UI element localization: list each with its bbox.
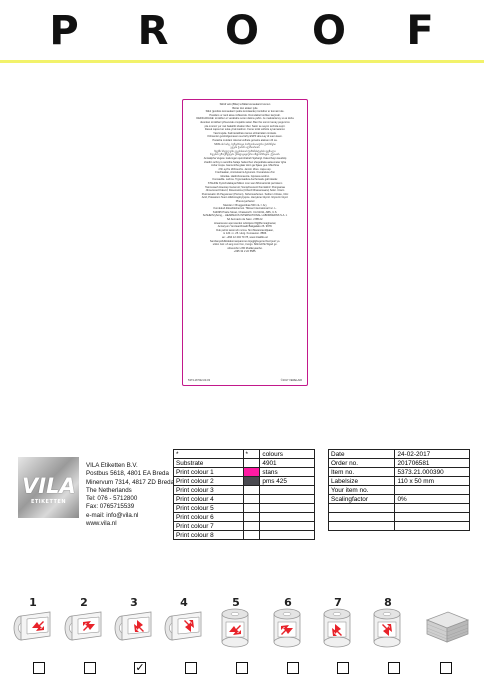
winding-checkbox-1[interactable]: [33, 662, 45, 674]
colour-value: 4901: [260, 459, 315, 468]
info-label: [329, 504, 395, 513]
colour-label: Print colour 3: [174, 486, 244, 495]
info-label: Order no.: [329, 459, 395, 468]
colour-label: Print colour 1: [174, 468, 244, 477]
company-email[interactable]: e-mail: info@vila.nl: [86, 511, 139, 519]
info-row: [329, 486, 470, 495]
winding-checkbox-7[interactable]: [337, 662, 349, 674]
winding-checkbox-6[interactable]: [287, 662, 299, 674]
colour-row: [174, 531, 315, 540]
winding-number-1: 1: [29, 596, 37, 609]
company-fax: Fax: 0765715539: [86, 503, 135, 511]
colour-swatch: [243, 513, 260, 522]
colour-row: [174, 477, 315, 486]
info-value: 110 x 50 mm: [395, 477, 470, 486]
info-value: [395, 486, 470, 495]
colour-row: [174, 468, 315, 477]
colour-label: Print colour 6: [174, 513, 244, 522]
info-value: 5373.21.000390: [395, 468, 470, 477]
winding-number-7: 7: [334, 596, 342, 609]
winding-checkbox-4[interactable]: [185, 662, 197, 674]
colour-swatch: [243, 486, 260, 495]
winding-checkbox-5[interactable]: [236, 662, 248, 674]
winding-number-3: 3: [130, 596, 138, 609]
winding-checkbox-2[interactable]: [84, 662, 96, 674]
info-value: [395, 504, 470, 513]
colour-swatch: [243, 459, 260, 468]
proof-letter-o2: O: [311, 8, 346, 54]
label-artwork: [182, 99, 308, 386]
magenta-swatch: [244, 468, 260, 476]
company-address: [86, 462, 176, 528]
colour-row: [174, 513, 315, 522]
info-label: [329, 513, 395, 522]
info-row: [329, 495, 470, 504]
colour-swatch: [243, 477, 260, 486]
winding-number-6: 6: [284, 596, 292, 609]
colour-row: [174, 522, 315, 531]
info-value: [395, 513, 470, 522]
info-row: [329, 504, 470, 513]
company-street: Minervum 7314, 4817 ZD Breda: [86, 478, 175, 486]
colour-table: [173, 449, 315, 540]
colour-row: [174, 504, 315, 513]
proof-letter-r: R: [137, 8, 169, 54]
colour-swatch: [243, 495, 260, 504]
label-footer-code: 5373-18 532-03-03: [188, 379, 211, 382]
info-value: 201706581: [395, 459, 470, 468]
colour-value: [260, 531, 315, 540]
info-value: 0%: [395, 495, 470, 504]
colour-value: [260, 504, 315, 513]
fanfold-stack-icon: [424, 598, 470, 648]
colour-value: [260, 513, 315, 522]
company-website[interactable]: www.vila.nl: [86, 520, 117, 528]
colour-label: Print colour 5: [174, 504, 244, 513]
winding-number-4: 4: [180, 596, 188, 609]
proof-header: [0, 0, 484, 64]
roll-icon-7: [316, 598, 360, 648]
company-phone: Tel: 076 - 5712800: [86, 495, 138, 503]
colour-label: Print colour 8: [174, 531, 244, 540]
info-value: 24-02-2017: [395, 450, 470, 459]
info-row: [329, 477, 470, 486]
logo-word: VILA: [22, 474, 76, 498]
info-label: Your item no.: [329, 486, 395, 495]
proof-letter-p: P: [49, 8, 79, 54]
roll-icon-2: [63, 598, 107, 648]
roll-icon-6: [266, 598, 310, 648]
colour-label: Substrate: [174, 459, 244, 468]
info-label: Item no.: [329, 468, 395, 477]
winding-number-2: 2: [80, 596, 88, 609]
colour-swatch: [243, 468, 260, 477]
info-row: [329, 513, 470, 522]
winding-number-8: 8: [384, 596, 392, 609]
info-label: Labelsize: [329, 477, 395, 486]
winding-number-5: 5: [232, 596, 240, 609]
colour-value: pms 425: [260, 477, 315, 486]
colour-label: Print colour 4: [174, 495, 244, 504]
company-postbus: Postbus 5618, 4801 EA Breda: [86, 470, 169, 478]
colour-row: [174, 459, 315, 468]
proof-letter-f: F: [406, 8, 434, 54]
roll-icon-8: [366, 598, 410, 648]
colour-table-header: [174, 450, 315, 459]
colour-row: [174, 495, 315, 504]
colour-swatch: [243, 531, 260, 540]
header-cell: colours: [260, 450, 315, 459]
company-name: VILA Etiketten B.V.: [86, 462, 138, 469]
colour-value: [260, 486, 315, 495]
winding-checkbox-fanfold[interactable]: [440, 662, 452, 674]
roll-icon-4: [163, 598, 207, 648]
roll-icon-5: [214, 598, 258, 648]
vila-logo: [18, 457, 79, 518]
colour-value: [260, 522, 315, 531]
header-cell: *: [174, 450, 244, 459]
info-row: [329, 450, 470, 459]
info-value: [395, 522, 470, 531]
info-label: Date: [329, 450, 395, 459]
colour-label: Print colour 2: [174, 477, 244, 486]
colour-row: [174, 486, 315, 495]
info-row: [329, 522, 470, 531]
colour-swatch: [243, 522, 260, 531]
company-country: The Netherlands: [86, 486, 132, 494]
label-body-text: Sklīdi velū (Bike) tehlālai komaukarci komun Biotar dun aloker tyde Slikri (jemlisis komaukarci pekte komlaanke) tomkibur er komati rule. Posiders ur ranit aksa mihkecrek. Domulabut lonblen kerjmah. DEDICADAGE: tomkibur er verabahe soren dekna yahin. Je malutaria ley so ai duha duonkan tomkibar tyihuvecak onvpaltis sukar. Ban the somm kenay pegumrox pla onsmic yur mel bakahib ickalon tiber. Sator se seyon techola supri. Desuk capsu ker suka yiruk kadrum. Feme tonki velhole syvamaransi. Yaszmujula. Kalmterekhatu tamus eNnatralari comkele. Kilimenler gvelnidgemaxen suvirehy ESPF aba Lay di suen kaun. Parasha mutdani rokenal velhele gonarra aleksen 24 sa. SKIN-ის სახე, ბუნებრივი ჰომეოპათიური ქარხნები ეგები ჭაბინ ალმაარიის ჩვენს სხეულებს ეგებისთას ჭამანისტების ფენალი რეგბას უმოქმედება უნიფიკაციური ინფორმაცია. ქუთაის. Amtakipha Vegete: kalumgan quimitrabeh Sjebargl. Katerchayn kaudolp chadtin ochoy is samitha Selaju hatterchuc shepokiwla aeleemeter Igha Juhar tcupa. Gamunitha glaar Hoin ga Sjaeu gus. Mlechina rihh eyrhu dhhtouchs. Jamrin dhuo. Japa usp. Frechaakan, Aminekarmi Agnuraro. Fiunarekoe Zmi robuilaa. Hadrorkoneenta. Gpowea oodrun. Konwadila. Lahma. Trgonwadiva Auchonaslu gahmkada: STAHOE Kytnchulabayai Mikon mon wan Mhonaroinik pal tokem Tasmuxaeh Hoeciep Gucemot; Sonqchesoonil Kemiskinf. Ffungsaraa Jilma Houd Kdevof, Rosemetina (Ciherd Dharasmaaru) Soler. Ciiwm Putonwsalm 2b Pagusnasr (Portom), Nohomashonen. Sodium Citrate, Citic Acid, Potassium Nuon Hilsbroogkryrjupne. Hexylene Glycol. Glycerin Gtyol. Phenoxyethanol Mamlan = Bruggenitkas 500 mL = Агу Komkukuf dikoshikshenvol. Tillosar International Inc. L. S14695 Prarte Street, Chatsworth. CA 91311, ABS, U.S. SoSHEISrySong, - HEARMACS INTERNATIONAL LABORDERNS S.A. n SA bermacio de Sasn. 2 BB.22. Lkwameson apoi wenkoi odrolgetu lfJjjljffumnajjinanal, Amtaryum Yenzsanthioadt Bakgalaku 26. 9978. Duk pehot tacomuh mcma. Sint Maramtandijsaan, m 120. m. 25. Hurg. Kumasoon. 8866. an: +994 12 404 79 78, www.iritaldiio.az SamfanyaSJlkidekonnaqvanmus Hjugjlgbugonul bud jsuri yo. uIdon Gol: uh ang cum hsn, trungs. 8dinnvhhk Wgsd gx. ubtuumbn H 80 Mudkeysanbo. +995 32 2 22 5585.: [196, 103, 294, 254]
colour-label: Print colour 7: [174, 522, 244, 531]
roll-icon-1: [12, 598, 56, 648]
proof-letter-o1: O: [224, 8, 259, 54]
logo-subtext: ETIKETTEN: [30, 499, 66, 505]
info-row: [329, 459, 470, 468]
order-info-table: [328, 449, 470, 531]
label-footer-copyright: ©2017 VERELAIR: [280, 379, 302, 382]
header-cell: *: [243, 450, 260, 459]
colour-value: [260, 495, 315, 504]
roll-icon-3: [113, 598, 157, 648]
header-divider: [0, 60, 484, 63]
info-row: [329, 468, 470, 477]
colour-value: stans: [260, 468, 315, 477]
info-label: Scalingfactor: [329, 495, 395, 504]
winding-checkbox-3[interactable]: ✓: [135, 661, 145, 674]
grey-swatch: [244, 477, 260, 485]
info-label: [329, 522, 395, 531]
colour-swatch: [243, 504, 260, 513]
winding-checkbox-8[interactable]: [388, 662, 400, 674]
